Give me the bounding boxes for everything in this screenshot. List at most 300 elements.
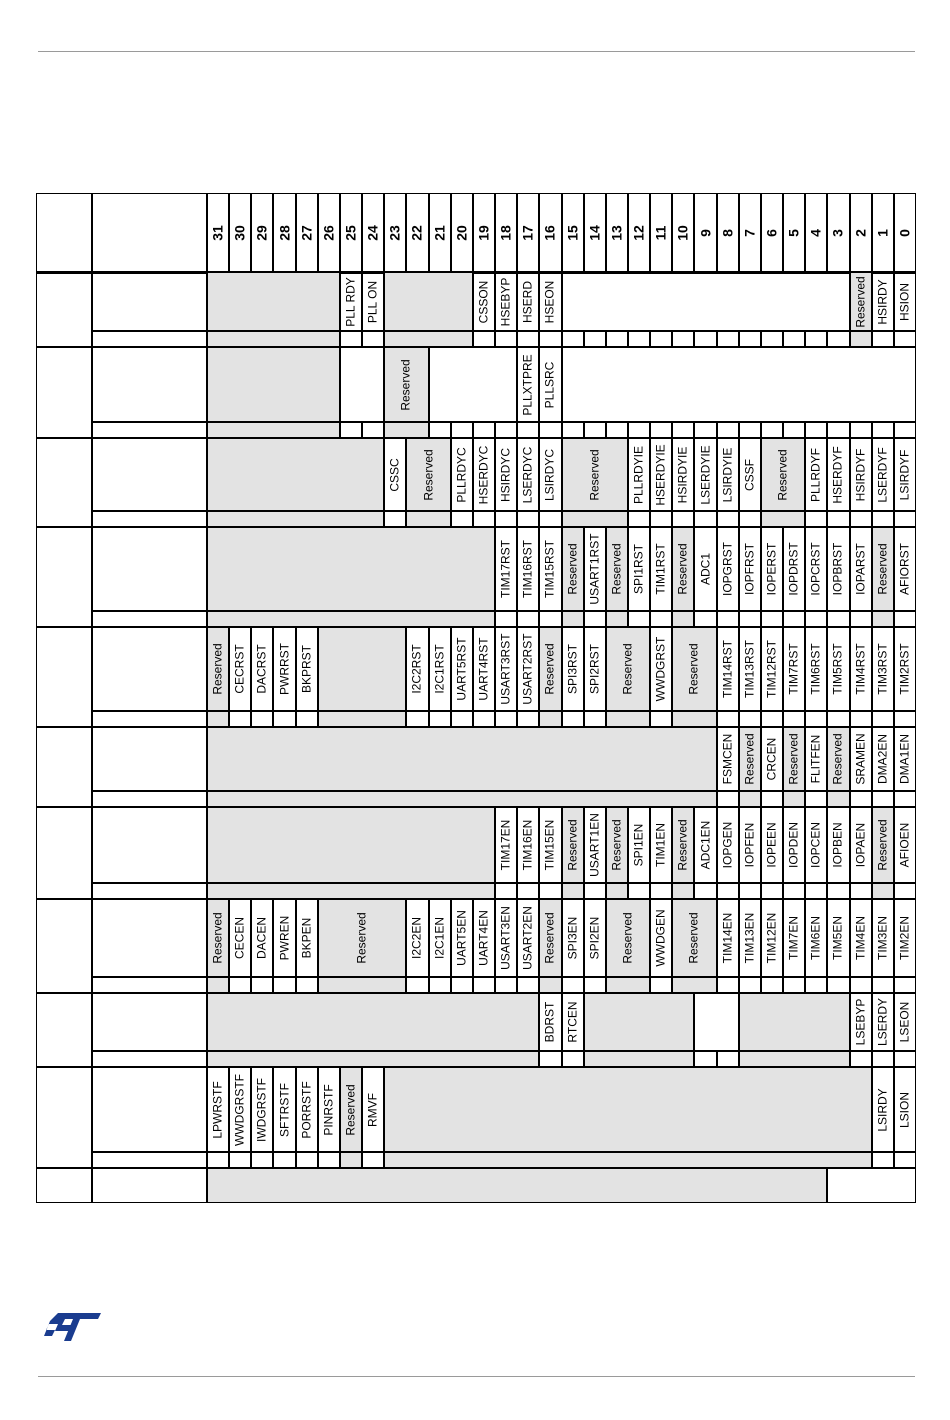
bit-number-cell	[318, 193, 340, 272]
field-apb2rstr-7-7	[739, 527, 761, 611]
reset-value-cell	[827, 791, 849, 807]
field-label: HSERDYIE	[653, 443, 668, 506]
field-apb1enr-18-18	[495, 899, 517, 977]
field-label: BKPRST	[299, 644, 314, 694]
field-apb2rstr-6-6	[761, 527, 783, 611]
reset-value-cell	[562, 711, 584, 727]
reset-value-cell	[362, 422, 384, 438]
bit-number: 4	[807, 228, 824, 237]
field-label: Reserved	[686, 643, 701, 695]
bit-number-cell	[606, 193, 628, 272]
bit-number: 30	[231, 224, 248, 241]
field-cir-10-10	[672, 438, 694, 511]
field-label: PLLSRC	[542, 361, 557, 408]
reset-value-cell	[650, 711, 672, 727]
field-apb1rstr-19-19	[473, 627, 495, 711]
field-label: RMVF	[365, 1092, 380, 1127]
reset-reserved-cell	[672, 711, 716, 727]
field-label: SPI2EN	[587, 916, 602, 960]
bit-number: 15	[564, 224, 581, 241]
field-label: HSIRDYIE	[675, 446, 690, 503]
field-label: LSERDYIE	[698, 444, 713, 505]
field-label: I2C1EN	[432, 916, 447, 960]
reset-value-cell	[584, 977, 606, 993]
field-apb2enr-31-19	[207, 807, 495, 883]
field-bdcr-7-3	[739, 993, 850, 1051]
bit-number-cell	[207, 193, 229, 272]
field-label: TIM14EN	[720, 912, 735, 964]
bit-number: 1	[874, 228, 891, 237]
reset-value-cell	[650, 511, 672, 527]
reset-value-cell	[672, 883, 694, 899]
reset-value-cell	[539, 611, 561, 627]
bit-number-cell	[473, 193, 495, 272]
reset-value-cell	[650, 977, 672, 993]
reset-value-cell	[805, 611, 827, 627]
reset-value-cell	[872, 331, 894, 347]
reset-reserved-cell	[384, 422, 428, 438]
reset-value-cell	[517, 422, 539, 438]
offset-cell	[36, 438, 92, 527]
field-label: IOPCRST	[808, 542, 823, 596]
field-label: USART3RST	[498, 633, 513, 705]
field-cir-15-13	[562, 438, 628, 511]
reset-value-cell	[495, 883, 517, 899]
bit-number-cell	[894, 193, 916, 272]
field-apb1enr-4-4	[805, 899, 827, 977]
field-apb2rstr-8-8	[717, 527, 739, 611]
field-label: TIM6RST	[808, 643, 823, 695]
reset-value-cell	[739, 883, 761, 899]
field-label: CSSF	[742, 458, 757, 491]
field-label: TIM12EN	[764, 912, 779, 964]
field-apb1enr-3-3	[827, 899, 849, 977]
field-cfgr-23-22	[384, 347, 428, 422]
field-apb2enr-6-6	[761, 807, 783, 883]
bit-number-cell	[273, 193, 295, 272]
reset-value-cell	[805, 511, 827, 527]
field-label: RTCEN	[565, 1001, 580, 1043]
field-label: Reserved	[853, 275, 868, 328]
field-label: TIM16RST	[520, 539, 535, 599]
reset-value-cell	[362, 331, 384, 347]
bit-number-cell	[739, 193, 761, 272]
reset-value-cell	[717, 883, 739, 899]
reset-value-cell	[539, 711, 561, 727]
reset-value-cell	[517, 883, 539, 899]
reset-value-cell	[229, 711, 251, 727]
offset-cell	[36, 527, 92, 627]
field-label: PORRSTF	[299, 1080, 314, 1139]
field-label: USART1EN	[587, 813, 602, 877]
reset-value-cell	[739, 791, 761, 807]
field-cir-19-19	[473, 438, 495, 511]
reset-value-cell	[694, 611, 716, 627]
reset-reserved-cell	[739, 1051, 850, 1067]
reset-reserved-cell	[606, 977, 650, 993]
reset-value-cell	[872, 883, 894, 899]
reset-value-cell	[251, 1152, 273, 1168]
reset-value-cell	[650, 611, 672, 627]
reset-value-cell	[805, 331, 827, 347]
field-apb2rstr-11-11	[650, 527, 672, 611]
reset-value-cell	[739, 511, 761, 527]
reset-value-cell	[539, 1051, 561, 1067]
field-label: LPWRSTF	[210, 1080, 225, 1139]
reset-reserved-cell	[207, 331, 340, 347]
field-cir-1-1	[872, 438, 894, 511]
field-label: HSIRDYC	[498, 447, 513, 502]
field-cir-11-11	[650, 438, 672, 511]
field-label: HSEBYP	[498, 277, 513, 326]
reset-value-cell	[783, 791, 805, 807]
reset-value-cell	[739, 422, 761, 438]
field-label: UART4RST	[476, 637, 491, 701]
reset-value-cell	[739, 611, 761, 627]
field-apb2rstr-2-2	[850, 527, 872, 611]
field-label: FSMCEN	[720, 733, 735, 785]
reset-value-cell	[207, 1152, 229, 1168]
field-apb2rstr-0-0	[894, 527, 916, 611]
field-label: HSION	[897, 282, 912, 321]
reset-value-cell	[473, 511, 495, 527]
field-label: I2C2RST	[409, 644, 424, 694]
reset-reserved-cell	[672, 977, 716, 993]
reset-value-cell	[495, 331, 517, 347]
field-apb2rstr-18-18	[495, 527, 517, 611]
reset-value-cell	[761, 791, 783, 807]
register-name-cell	[92, 627, 207, 711]
field-label: Reserved	[421, 448, 436, 501]
field-apb2enr-16-16	[539, 807, 561, 883]
reset-reserved-cell	[584, 1051, 695, 1067]
field-label: Reserved	[609, 543, 624, 595]
reset-value-cell	[805, 422, 827, 438]
field-label: TIM7RST	[786, 643, 801, 695]
field-apb1enr-26-23	[318, 899, 407, 977]
bit-number-cell	[362, 193, 384, 272]
bit-number-cell	[451, 193, 473, 272]
reset-value-cell	[872, 711, 894, 727]
reset-value-cell	[739, 977, 761, 993]
reset-value-cell	[783, 331, 805, 347]
reset-value-cell	[429, 422, 451, 438]
field-label: PLL ON	[365, 280, 380, 323]
field-cir-7-7	[739, 438, 761, 511]
reset-value-cell	[872, 791, 894, 807]
offset-cell	[36, 627, 92, 727]
footer-rule	[38, 1376, 915, 1377]
field-label: IOPARST	[853, 543, 868, 595]
reset-value-cell	[761, 611, 783, 627]
field-label: SPI1RST	[631, 543, 646, 595]
field-cfgr-17-17	[517, 347, 539, 422]
bit-number: 3	[829, 228, 846, 237]
field-label: IOPEEN	[764, 822, 779, 868]
field-apb1rstr-10-9	[672, 627, 716, 711]
field-apb1enr-6-6	[761, 899, 783, 977]
register-name-cell	[92, 347, 207, 422]
reset-value-cell	[894, 1152, 916, 1168]
field-label: TIM4RST	[853, 643, 868, 695]
field-apb1enr-22-22	[406, 899, 428, 977]
bit-number-cell	[872, 193, 894, 272]
reset-value-cell	[207, 711, 229, 727]
reset-value-label-cell	[92, 422, 207, 438]
field-label: AFIORST	[897, 542, 912, 596]
field-label: I2C2EN	[409, 916, 424, 960]
field-label: PLLRDYIE	[631, 445, 646, 504]
field-apb2enr-9-9	[694, 807, 716, 883]
field-cfgr-25-24	[340, 347, 384, 422]
bit-number-cell	[717, 193, 739, 272]
field-label: LSIRDY	[875, 1087, 890, 1132]
reset-value-cell	[850, 791, 872, 807]
reset-value-cell	[229, 977, 251, 993]
reset-value-cell	[805, 791, 827, 807]
field-label: Reserved	[565, 543, 580, 595]
field-apb2enr-14-14	[584, 807, 606, 883]
field-label: CECRST	[232, 644, 247, 694]
field-label: HSERDYC	[476, 445, 491, 504]
field-label: Reserved	[742, 733, 757, 785]
field-label: Reserved	[398, 358, 413, 411]
reset-value-cell	[584, 883, 606, 899]
reset-value-cell	[850, 711, 872, 727]
reset-value-cell	[894, 422, 916, 438]
field-apb1enr-11-11	[650, 899, 672, 977]
field-label: TIM12RST	[764, 639, 779, 699]
field-bdcr-2-2	[850, 993, 872, 1051]
field-ahbenr-31-9	[207, 727, 717, 791]
field-label: Reserved	[620, 643, 635, 695]
field-apb1rstr-18-18	[495, 627, 517, 711]
reset-value-cell	[451, 511, 473, 527]
field-apb1enr-5-5	[783, 899, 805, 977]
reset-value-cell	[495, 711, 517, 727]
bit-number: 24	[364, 224, 381, 241]
field-apb1rstr-4-4	[805, 627, 827, 711]
field-cr-2-2	[850, 272, 872, 331]
field-cir-4-4	[805, 438, 827, 511]
field-cir-17-17	[517, 438, 539, 511]
bit-number: 2	[852, 228, 869, 237]
field-apb1enr-13-12	[606, 899, 650, 977]
reset-value-cell	[340, 1152, 362, 1168]
reset-value-cell	[562, 422, 584, 438]
field-label: TIM5RST	[830, 643, 845, 695]
field-cir-9-9	[694, 438, 716, 511]
field-apb2rstr-15-15	[562, 527, 584, 611]
reset-value-cell	[850, 977, 872, 993]
field-apb2enr-8-8	[717, 807, 739, 883]
reset-value-cell	[872, 511, 894, 527]
field-label: IOPBEN	[830, 822, 845, 868]
field-label: PINRSTF	[321, 1083, 336, 1136]
field-label: Reserved	[609, 819, 624, 871]
field-apb1rstr-26-23	[318, 627, 407, 711]
reset-value-cell	[672, 422, 694, 438]
field-label: IOPCEN	[808, 821, 823, 869]
reset-value-cell	[362, 1152, 384, 1168]
bit-number: 13	[608, 224, 625, 241]
field-cir-12-12	[628, 438, 650, 511]
bit-number: 11	[652, 225, 669, 240]
register-name-cell	[92, 899, 207, 977]
field-label: Reserved	[675, 543, 690, 595]
field-apb1rstr-15-15	[562, 627, 584, 711]
reset-value-cell	[606, 611, 628, 627]
reset-value-cell	[850, 331, 872, 347]
field-label: UART4EN	[476, 910, 491, 966]
field-label: BDRST	[542, 1001, 557, 1043]
bit-number: 17	[519, 224, 536, 241]
reset-value-cell	[606, 422, 628, 438]
field-label: CRCEN	[764, 737, 779, 781]
field-label: LSIRDYIE	[720, 447, 735, 502]
reset-value-label-cell	[92, 611, 207, 627]
field-label: TIM13EN	[742, 912, 757, 964]
field-apb2enr-13-13	[606, 807, 628, 883]
field-label: Reserved	[542, 643, 557, 695]
field-apb1rstr-27-27	[296, 627, 318, 711]
field-cir-0-0	[894, 438, 916, 511]
field-label: CSSON	[476, 280, 491, 323]
reset-value-cell	[672, 331, 694, 347]
reset-value-cell	[850, 511, 872, 527]
reset-value-cell	[827, 883, 849, 899]
reset-value-cell	[717, 977, 739, 993]
reset-value-cell	[650, 883, 672, 899]
reset-value-cell	[473, 977, 495, 993]
field-apb1rstr-6-6	[761, 627, 783, 711]
bit-number-cell	[251, 193, 273, 272]
offset-cell	[36, 899, 92, 993]
field-apb1enr-19-19	[473, 899, 495, 977]
reset-value-cell	[717, 611, 739, 627]
offset-cell	[36, 347, 92, 438]
reset-value-cell	[694, 1051, 716, 1067]
field-label: TIM2EN	[897, 915, 912, 961]
reset-value-cell	[827, 977, 849, 993]
reset-value-cell	[517, 611, 539, 627]
field-apb1rstr-0-0	[894, 627, 916, 711]
field-bdcr-9-8	[694, 993, 738, 1051]
reset-value-cell	[694, 511, 716, 527]
reset-value-cell	[827, 331, 849, 347]
bit-number-cell	[584, 193, 606, 272]
bit-number-cell	[296, 193, 318, 272]
reset-value-cell	[805, 977, 827, 993]
reset-value-cell	[872, 422, 894, 438]
reset-value-cell	[384, 511, 406, 527]
field-apb2enr-17-17	[517, 807, 539, 883]
reset-value-cell	[694, 331, 716, 347]
bit-number: 0	[896, 228, 913, 237]
field-apb2rstr-14-14	[584, 527, 606, 611]
reset-value-cell	[451, 711, 473, 727]
field-apb1enr-10-9	[672, 899, 716, 977]
reset-value-cell	[628, 611, 650, 627]
bit-number: 23	[386, 224, 403, 241]
field-csr-24-24	[362, 1067, 384, 1152]
reset-value-cell	[717, 791, 739, 807]
field-label: PWREN	[277, 915, 292, 961]
reset-value-cell	[251, 977, 273, 993]
register-name-cell	[92, 527, 207, 611]
reset-value-cell	[894, 611, 916, 627]
field-apb1rstr-20-20	[451, 627, 473, 711]
reset-value-cell	[783, 883, 805, 899]
reset-value-cell	[783, 611, 805, 627]
field-apb2rstr-10-10	[672, 527, 694, 611]
reset-reserved-cell	[207, 611, 495, 627]
field-label: SPI2RST	[587, 643, 602, 695]
field-label: TIM3EN	[875, 915, 890, 961]
reset-value-cell	[340, 422, 362, 438]
field-ahbenr-8-8	[717, 727, 739, 791]
field-label: IOPDEN	[786, 821, 801, 869]
reset-value-cell	[584, 611, 606, 627]
reset-value-cell	[894, 977, 916, 993]
field-label: LSERDYC	[520, 446, 535, 503]
field-label: TIM4EN	[853, 915, 868, 961]
field-apb2rstr-5-5	[783, 527, 805, 611]
field-cir-31-24	[207, 438, 384, 511]
field-label: PWRRST	[277, 643, 292, 695]
bit-number-cell	[694, 193, 716, 272]
field-bdcr-14-10	[584, 993, 695, 1051]
reset-value-cell	[894, 1051, 916, 1067]
reset-value-cell	[739, 331, 761, 347]
field-bdcr-0-0	[894, 993, 916, 1051]
field-label: HSIRDYF	[853, 448, 868, 501]
bit-number-cell	[761, 193, 783, 272]
reset-value-cell	[340, 331, 362, 347]
reset-value-cell	[406, 711, 428, 727]
field-bdcr-15-15	[562, 993, 584, 1051]
field-label: TIM3RST	[875, 643, 890, 695]
offset-cell	[36, 1168, 92, 1203]
reset-value-cell	[827, 422, 849, 438]
field-label: TIM13RST	[742, 639, 757, 699]
field-csr-25-25	[340, 1067, 362, 1152]
reset-value-cell	[872, 1051, 894, 1067]
register-name-cell	[92, 1168, 207, 1203]
reset-value-cell	[628, 422, 650, 438]
field-apb2enr-5-5	[783, 807, 805, 883]
bit-number-cell	[827, 193, 849, 272]
field-label: TIM1RST	[653, 543, 668, 595]
field-label: ADC1EN	[698, 820, 713, 870]
reset-value-cell	[717, 331, 739, 347]
reset-reserved-cell	[384, 1152, 871, 1168]
field-apb1enr-21-21	[429, 899, 451, 977]
field-label: LSION	[897, 1091, 912, 1128]
st-logo-shape	[44, 1312, 102, 1342]
field-label: SPI1EN	[631, 823, 646, 867]
bit-number: 28	[276, 224, 293, 241]
reset-value-cell	[894, 331, 916, 347]
field-apb2enr-10-10	[672, 807, 694, 883]
reset-value-cell	[850, 611, 872, 627]
field-label: USART3EN	[498, 906, 513, 970]
reset-value-label-cell	[92, 1152, 207, 1168]
reset-value-cell	[672, 511, 694, 527]
reset-value-label-cell	[92, 977, 207, 993]
field-ahbenr-6-6	[761, 727, 783, 791]
field-label: LSERDY	[875, 997, 890, 1047]
